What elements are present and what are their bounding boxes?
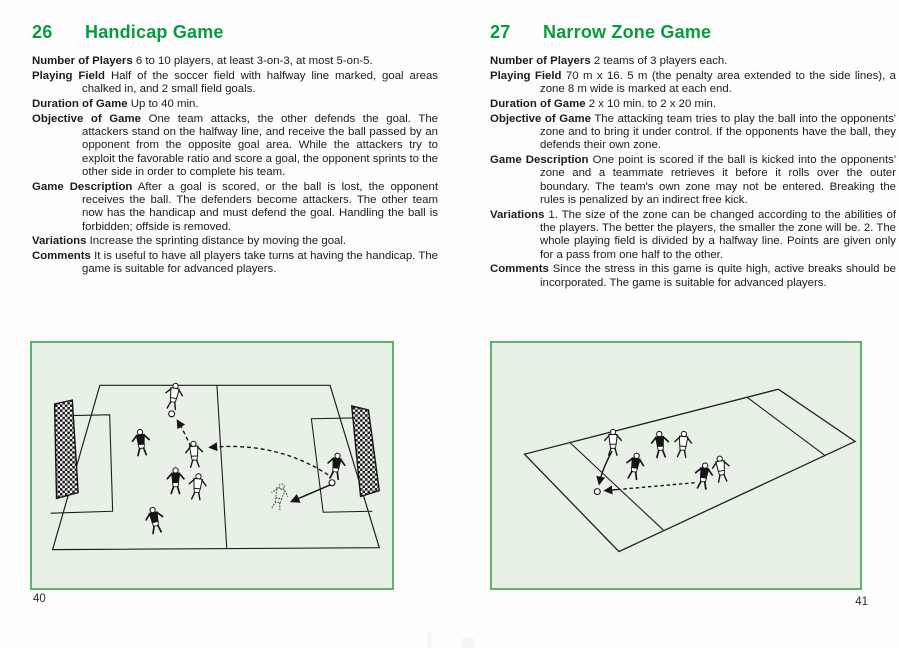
right-zone-line: [747, 397, 825, 455]
entry-text: 2 x 10 min. to 2 x 20 min.: [588, 97, 717, 110]
ball-icon: [594, 489, 600, 495]
ball-arrow: [605, 490, 617, 491]
entry-game-description: [490, 154, 896, 207]
narrow-field-illustration: [492, 343, 860, 588]
entry-text: One team attacks, the other defends the goal. The attackers stand on the halfway line, and receive the ball passed by an opponent from the opposite goal area. While the attackers try to exploit the favorable ratio and score a goal, the opponent sprints to the other side in order to complete his team.: [82, 112, 438, 178]
entry-label: Playing Field: [490, 69, 562, 82]
ball-icon: [169, 411, 175, 417]
entry-text: One point is scored if the ball is kicked into the opponents' zone and a teammate retrieves it before it rolls over the outer boundary. The team's own zone may not be entered. Breaking the rules is penalized by an indirect free kick.: [540, 154, 897, 206]
entry-label: Duration of Game: [32, 97, 128, 110]
player-figure-white: [163, 382, 184, 410]
game-number: 26: [32, 22, 53, 42]
entry-label: Comments: [32, 250, 91, 263]
player-figure-dark: [144, 506, 166, 535]
entry-text: Half of the soccer field with halfway line marked, goal areas chalked in, and 2 small field goals.: [82, 69, 438, 96]
entry-variations: [32, 235, 438, 248]
entry-label: Game Description: [490, 154, 589, 167]
player-figure-white: [711, 455, 731, 483]
entry-text: 2 teams of 3 players each.: [593, 55, 728, 67]
entry-objective-of-game: [490, 113, 896, 153]
entry-duration-of-game: [490, 98, 896, 111]
halfway-line: [217, 385, 227, 548]
player-figure-white: [674, 431, 693, 458]
entry-duration-of-game: [32, 98, 438, 111]
page-heading: [490, 22, 896, 43]
right-goal-icon: [352, 406, 380, 497]
player-figure-white: [185, 441, 203, 468]
page-number-right: 41: [855, 596, 868, 608]
page-left: [32, 0, 438, 277]
narrow-zone-game-diagram: [490, 341, 862, 590]
kick-arrow: [599, 451, 612, 483]
player-figure-white: [188, 473, 207, 500]
entry-playing-field: [32, 70, 438, 97]
player-figure-dark: [131, 429, 150, 456]
entry-text: It is useful to have all players take turns at having the handicap. The game is suitable for advanced players.: [82, 250, 438, 276]
soccer-half-field-illustration: [32, 343, 392, 588]
entry-label: Duration of Game: [490, 97, 586, 110]
handicap-game-diagram: [30, 341, 394, 590]
page-heading: [32, 22, 438, 43]
entry-playing-field: [490, 70, 896, 97]
left-goal-icon: [55, 400, 79, 498]
long-pass-arrow: [210, 446, 328, 474]
page-right: [490, 0, 896, 290]
sprinting-player-ghost: [268, 482, 290, 511]
player-figure-dark: [167, 468, 184, 494]
entry-text: 1. The size of the zone can be changed according to the abilities of the players. The better the players, the smaller the zone will be. 2. The whole playing field is divided by a halfway line. Points are given only for a pass from one half to the other.: [540, 208, 896, 261]
scan-artifact: [428, 631, 431, 648]
game-info-list: [490, 55, 896, 290]
entry-label: Number of Players: [32, 55, 133, 67]
player-figure-dark: [651, 431, 670, 458]
entry-label: Objective of Game: [32, 112, 141, 125]
entry-objective-of-game: [32, 113, 438, 179]
entry-text: The attacking team tries to play the ball into the opponents' zone and to bring it under control. If the opponents have the ball, they defends their own zone.: [540, 112, 896, 152]
game-number: 27: [490, 22, 511, 42]
entry-comments: [490, 263, 896, 290]
game-info-list: [32, 55, 438, 277]
field-outline: [53, 385, 380, 549]
entry-text: Increase the sprinting distance by moving the goal.: [89, 235, 347, 248]
entry-text: 70 m x 16. 5 m (the penalty area extended to the side lines), a zone 8 m wide is marked at each end.: [540, 69, 896, 96]
entry-label: Number of Players: [490, 55, 591, 67]
player-figure-dark: [326, 452, 346, 480]
pass-dashed-line: [617, 483, 695, 490]
entry-game-description: [32, 181, 438, 234]
ball-icon: [329, 480, 335, 486]
entry-text: Up to 40 min.: [130, 97, 199, 110]
entry-text: Since the stress in this game is quite high, active breaks should be incorporated. The game is suitable for advanced players.: [540, 263, 896, 289]
page-title: Narrow Zone Game: [543, 22, 712, 42]
player-figure-dark: [624, 452, 645, 480]
entry-text: After a goal is scored, or the ball is lost, the opponent receives the ball. The defenders become attackers. The other team now has the handicap and must defend the goal. Handling the ball is forbidden; offside is removed.: [82, 180, 438, 233]
entry-number-of-players: [32, 55, 438, 68]
scan-artifact: [462, 638, 474, 648]
entry-comments: [32, 250, 438, 277]
page-number-left: 40: [33, 593, 46, 605]
field-outline: [524, 389, 855, 551]
entry-label: Variations: [32, 235, 87, 248]
entry-label: Variations: [490, 208, 545, 221]
page-title: Handicap Game: [85, 22, 224, 42]
entry-number-of-players: [490, 55, 896, 68]
entry-label: Game Description: [32, 180, 133, 193]
entry-label: Objective of Game: [490, 112, 591, 125]
player-figure-dark: [694, 462, 714, 490]
entry-text: 6 to 10 players, at least 3-on-3, at most 5-on-5.: [135, 55, 373, 67]
entry-variations: [490, 209, 896, 262]
entry-label: Comments: [490, 263, 549, 276]
sprint-arrow: [292, 484, 333, 502]
entry-label: Playing Field: [32, 69, 106, 82]
